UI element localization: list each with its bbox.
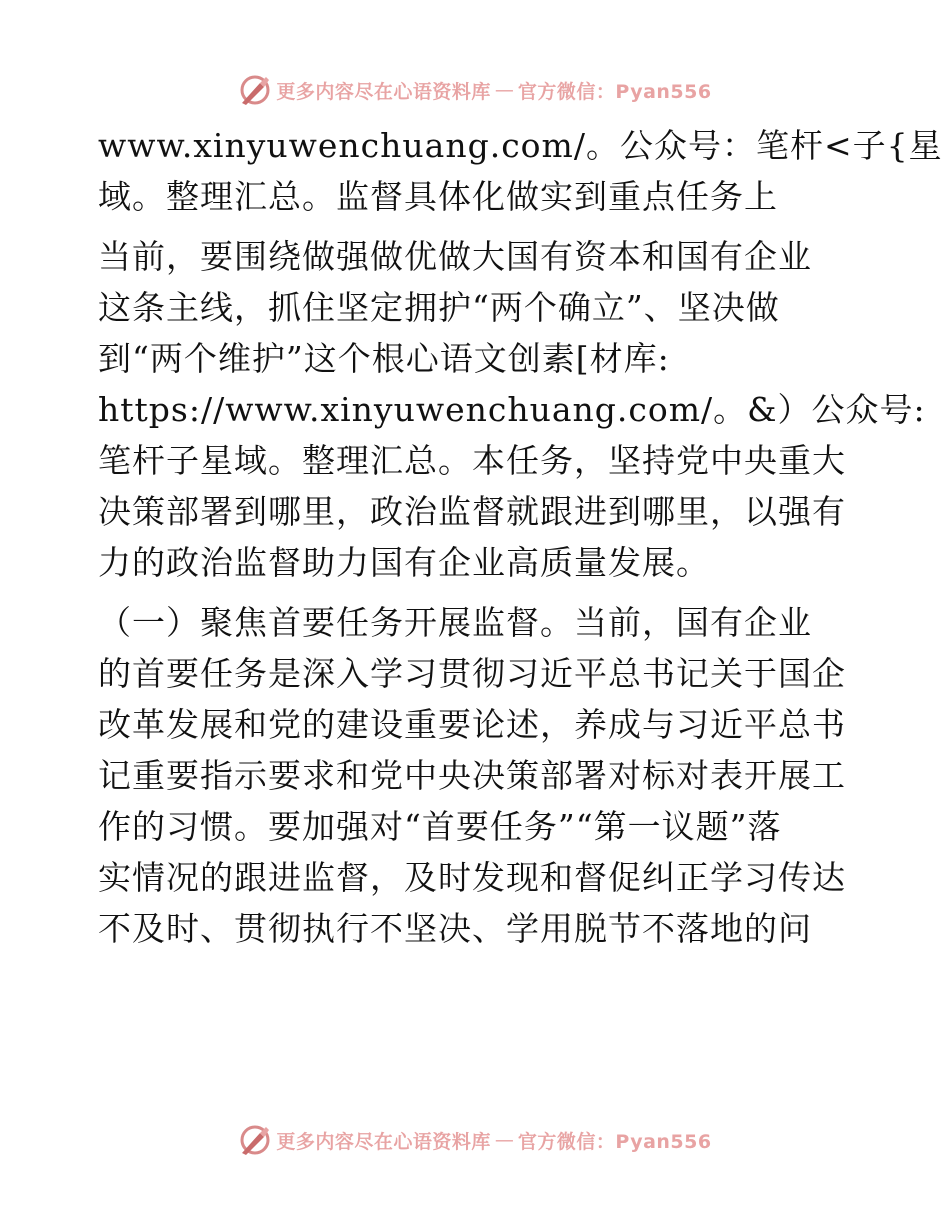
text-line: 不及时、贯彻执行不坚决、学用脱节不落地的问 <box>98 909 812 948</box>
watermark-separator: — <box>494 79 514 101</box>
pen-logo-icon <box>238 73 272 107</box>
watermark-text: 更多内容尽在心语资料库 <box>276 80 491 103</box>
text-line: 决策部署到哪里，政治监督就跟进到哪里，以强有 <box>98 492 846 531</box>
watermark-banner-bottom <box>0 1120 950 1160</box>
text-line: 力的政治监督助力国有企业高质量发展。 <box>98 543 710 582</box>
text-line: 到“两个维护”这个根心语文创素[材库: <box>98 339 670 378</box>
paragraph <box>98 126 943 217</box>
text-line: 实情况的跟进监督，及时发现和督促纠正学习传达 <box>98 858 846 897</box>
watermark-contact: 官方微信：Pyan556 <box>517 1130 712 1153</box>
text-line: （一）聚焦首要任务开展监督。当前，国有企业 <box>98 603 812 642</box>
text-line: 的首要任务是深入学习贯彻习近平总书记关于国企 <box>98 654 846 693</box>
text-line: 记重要指示要求和党中央决策部署对标对表开展工 <box>98 756 846 795</box>
text-line: 域。整理汇总。监督具体化做实到重点任务上 <box>98 177 778 216</box>
watermark-banner-top <box>0 70 950 110</box>
document-body <box>98 126 943 969</box>
watermark-contact: 官方微信：Pyan556 <box>517 80 712 103</box>
text-line: 笔杆子星域。整理汇总。本任务，坚持党中央重大 <box>98 441 846 480</box>
paragraph <box>98 603 858 949</box>
text-line: www.xinyuwenchuang.com/。公众号：笔杆<子{星 <box>98 126 943 165</box>
text-line: 作的习惯。要加强对“首要任务”“第一议题”落 <box>98 807 782 846</box>
text-line: 改革发展和党的建设重要论述，养成与习近平总书 <box>98 705 846 744</box>
text-line: https://www.xinyuwenchuang.com/。&）公众号: <box>98 390 926 429</box>
text-line: 当前，要围绕做强做优做大国有资本和国有企业 <box>98 237 812 276</box>
watermark-text: 更多内容尽在心语资料库 <box>276 1130 491 1153</box>
paragraph <box>98 237 926 583</box>
pen-logo-icon <box>238 1123 272 1157</box>
text-line: 这条主线，抓住坚定拥护“两个确立”、坚决做 <box>98 288 780 327</box>
watermark-separator: — <box>494 1129 514 1151</box>
